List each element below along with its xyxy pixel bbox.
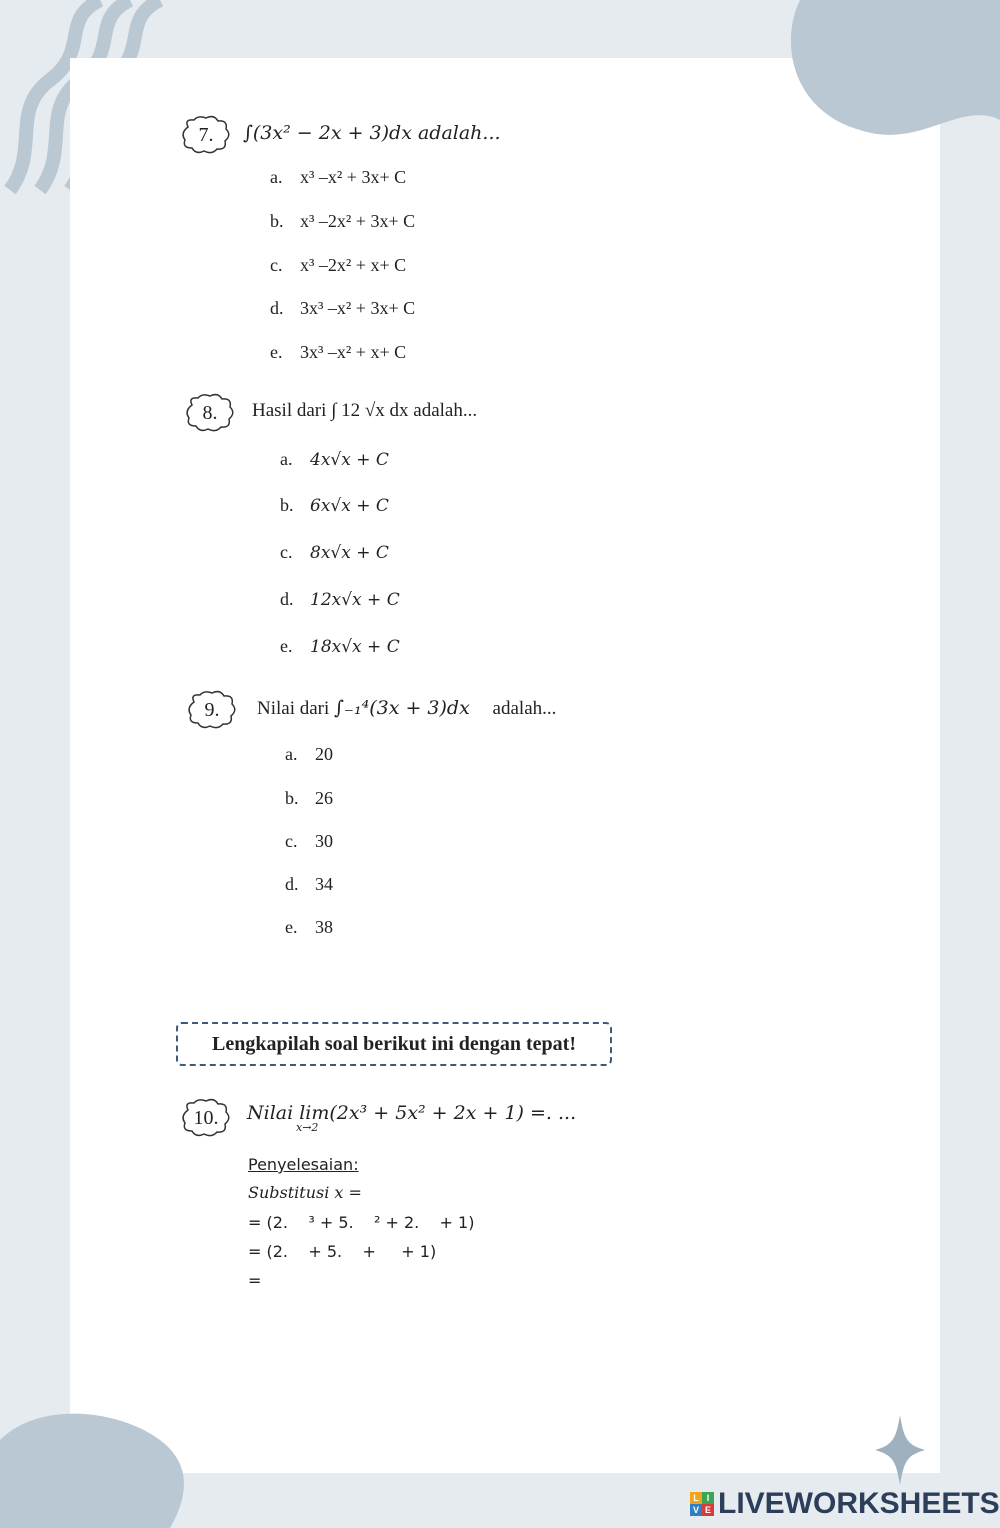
answer-line3-blank-3[interactable] (355, 1241, 381, 1261)
blob-top-right (780, 0, 1000, 150)
question-8-option-b[interactable]: b. 6x√x + C (280, 495, 389, 516)
question-8-stem: Hasil dari ∫ 12 √x dx adalah... (252, 400, 478, 421)
question-7-stem: ∫(3x² − 2x + 3)dx adalah... (243, 122, 501, 144)
question-9-option-d[interactable]: d. 34 (285, 874, 333, 894)
liveworksheets-logo: L I V E LIVEWORKSHEETS (690, 1488, 1000, 1520)
question-8-option-e[interactable]: e. 18x√x + C (280, 636, 400, 657)
answer-final[interactable] (266, 1270, 350, 1290)
answer-line3-blank-2[interactable] (330, 1241, 356, 1261)
answer-line2-blank-1[interactable] (285, 1212, 311, 1232)
question-9-option-a[interactable]: a. 20 (285, 744, 333, 764)
worksheet-page (70, 58, 940, 1473)
question-8-option-c[interactable]: c. 8x√x + C (280, 542, 389, 563)
question-9-number: 9. (186, 690, 238, 730)
question-9-stem: Nilai dari ∫₋₁⁴(3x + 3)dx adalah... (257, 697, 557, 719)
brand-logo-icon: L I V E (690, 1492, 714, 1516)
instruction-banner: Lengkapilah soal berikut ini dengan tepat! (176, 1022, 612, 1066)
question-9-option-b[interactable]: b. 26 (285, 788, 333, 808)
question-8-option-d[interactable]: d. 12x√x + C (280, 589, 400, 610)
solution-line-2: = (2. ³ + 5. ² + 2. + 1) (248, 1213, 475, 1232)
question-7-option-c[interactable]: c. x³ –2x² + x+ C (270, 255, 407, 275)
question-7-option-e[interactable]: e. 3x³ –x² + x+ C (270, 342, 407, 362)
question-10-number: 10. (180, 1098, 232, 1138)
question-9-integral: ∫₋₁⁴(3x + 3)dx (334, 697, 470, 719)
solution-heading: Penyelesaian: (248, 1155, 359, 1174)
answer-substitute-x[interactable] (360, 1184, 424, 1204)
question-10-limit-subscript: x→2 (296, 1121, 319, 1134)
question-7-option-b[interactable]: b. x³ –2x² + 3x+ C (270, 211, 416, 231)
question-9-option-c[interactable]: c. 30 (285, 831, 333, 851)
question-10-stem: Nilai lim(2x³ + 5x² + 2x + 1) =. ... (247, 1102, 577, 1124)
sparkle-icon (870, 1415, 930, 1485)
answer-line2-blank-3[interactable] (395, 1212, 421, 1232)
blob-bottom-left (0, 1400, 200, 1528)
question-7-option-a[interactable]: a. x³ –x² + 3x+ C (270, 167, 407, 187)
question-8-number: 8. (184, 393, 236, 433)
question-7-option-d[interactable]: d. 3x³ –x² + 3x+ C (270, 298, 416, 318)
solution-line-1: Substitusi x = (248, 1183, 362, 1202)
question-7-number: 7. (180, 115, 232, 155)
solution-line-4: = (248, 1271, 262, 1290)
question-8-option-a[interactable]: a. 4x√x + C (280, 449, 389, 470)
answer-line3-blank-1[interactable] (285, 1241, 311, 1261)
solution-line-3: = (2. + 5. + + 1) (248, 1242, 437, 1261)
question-9-option-e[interactable]: e. 38 (285, 917, 333, 937)
answer-line2-blank-2[interactable] (338, 1212, 364, 1232)
